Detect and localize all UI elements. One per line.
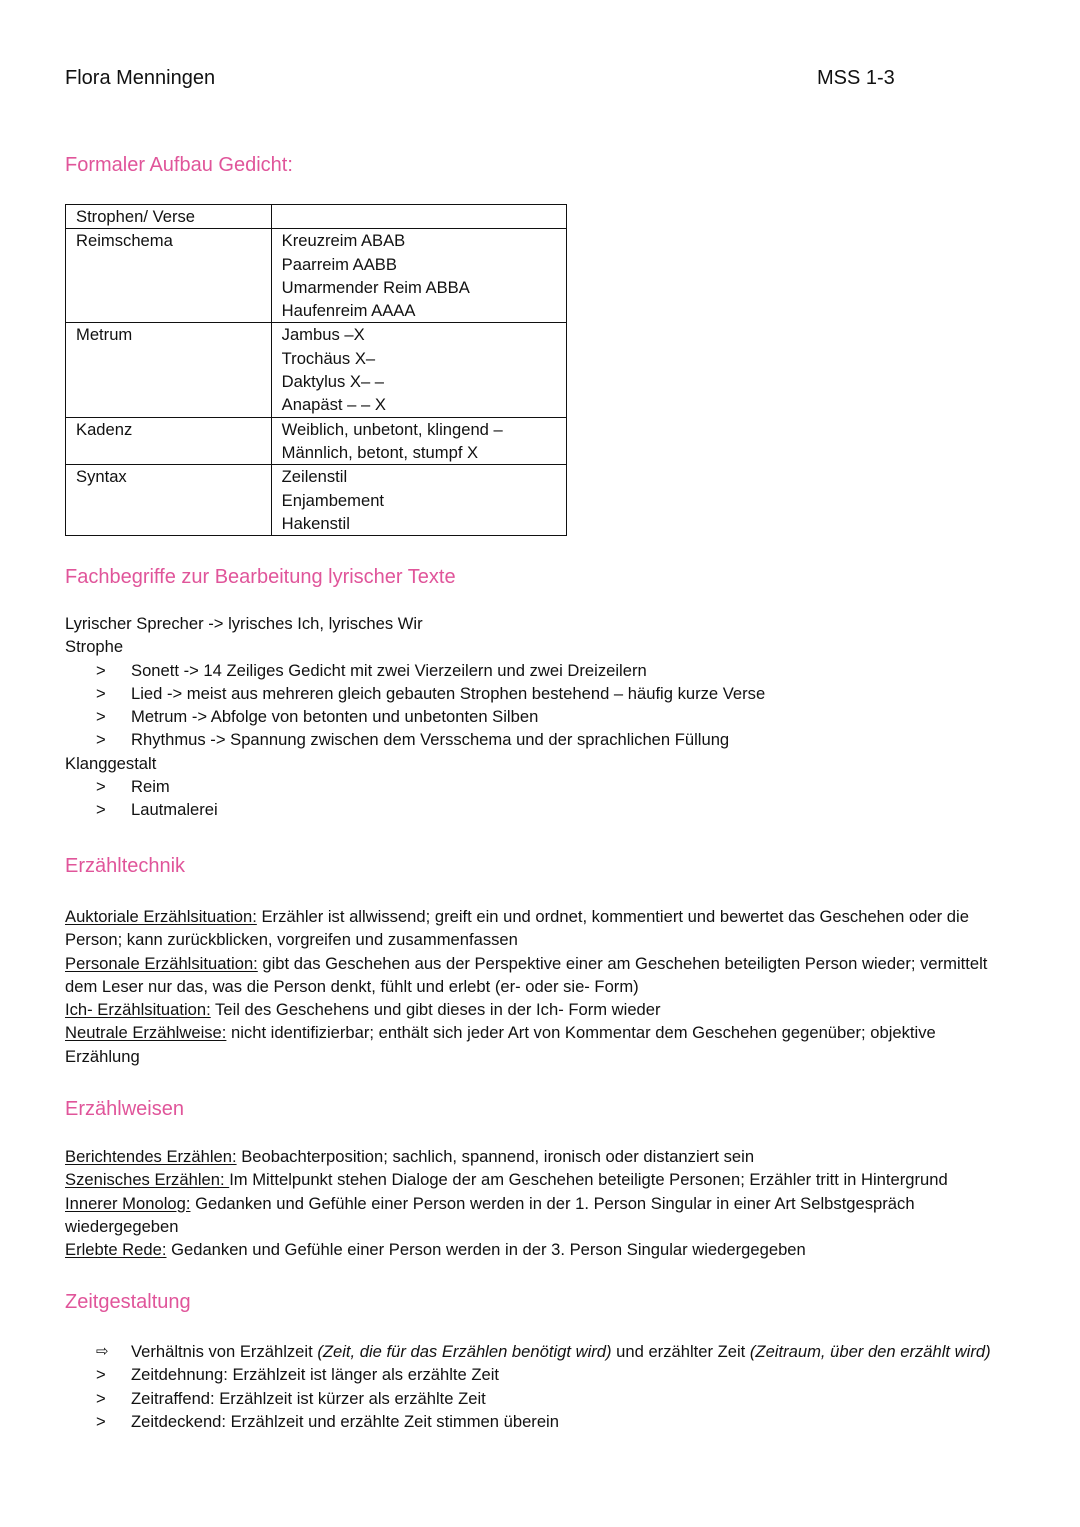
table-term: Reimschema: [66, 229, 272, 323]
time-list: [65, 1340, 1005, 1433]
definition-term: Erlebte Rede:: [65, 1240, 167, 1260]
table-row: [66, 229, 567, 323]
table-row: [66, 465, 567, 536]
chevron-bullet-icon: >: [96, 800, 106, 820]
section-title-form: Formaler Aufbau Gedicht:: [65, 154, 293, 176]
table-term: Kadenz: [66, 417, 272, 465]
list-item: > Zeitdeckend: Erzählzeit und erzählte Zeit stimmen überein: [65, 1410, 1005, 1433]
definition-term: Innerer Monolog:: [65, 1193, 191, 1213]
table-term: Strophen/ Verse: [66, 205, 272, 229]
table-row: [66, 323, 567, 417]
group-label-strophe: Strophe: [65, 637, 124, 657]
table-term: Syntax: [66, 465, 272, 536]
author-name: Flora Menningen: [65, 67, 216, 89]
chevron-bullet-icon: >: [96, 730, 106, 750]
table-row: [66, 417, 567, 465]
list-item: > Zeitdehnung: Erzählzeit ist länger als erzählte Zeit: [65, 1363, 1005, 1386]
course-label: MSS 1-3: [817, 67, 895, 89]
section-title-modes: Erzählweisen: [65, 1098, 184, 1120]
list-item: > Lautmalerei: [65, 798, 765, 821]
section-title-time: Zeitgestaltung: [65, 1291, 191, 1313]
definition-entry: Berichtendes Erzählen: Beobachterposition; sachlich, spannend, ironisch oder distanziert sein: [65, 1147, 755, 1166]
list-item: > Metrum -> Abfolge von betonten und unbetonten Silben: [65, 705, 765, 728]
definition-term: Szenisches Erzählen:: [65, 1170, 230, 1190]
definition-term: Berichtendes Erzählen:: [65, 1147, 237, 1166]
form-structure-table: [65, 204, 567, 536]
arrow-right-icon: ⇨: [96, 1343, 109, 1360]
definition-term: Ich- Erzählsituation:: [65, 1000, 211, 1020]
definition-entry: Personale Erzählsituation: gibt das Geschehen aus der Perspektive einer am Geschehen beteiligten Person wieder; vermittelt dem Leser nur das, was die Person denkt, fühlt und erlebt (er- oder sie- Form): [65, 953, 988, 996]
list-item: > Rhythmus -> Spannung zwischen dem Versschema und der sprachlichen Füllung: [65, 728, 765, 751]
definition-entry: Auktoriale Erzählsituation: Erzähler ist allwissend; greift ein und ordnet, kommentiert und bewertet das Geschehen oder die Person; kann zurückblicken, vorgreifen und zusammenfassen: [65, 907, 969, 950]
table-values: Zeilenstil Enjambement Hakenstil: [271, 465, 566, 536]
technique-entries: [65, 905, 1005, 1068]
chevron-bullet-icon: >: [96, 707, 106, 727]
definition-entry: Innerer Monolog: Gedanken und Gefühle einer Person werden in der 1. Person Singular in einer Art Selbstgespräch wiedergegeben: [65, 1193, 915, 1236]
terms-list: [65, 612, 765, 822]
definition-entry: Ich- Erzählsituation: Teil des Geschehens und gibt dieses in der Ich- Form wieder: [65, 1000, 661, 1020]
table-values: [271, 205, 566, 229]
definition-term: Auktoriale Erzählsituation:: [65, 907, 257, 926]
table-values: Kreuzreim ABAB Paarreim AABB Umarmender Reim ABBA Haufenreim AAAA: [271, 229, 566, 323]
table-term: Metrum: [66, 323, 272, 417]
table-row: [66, 205, 567, 229]
list-item: > Lied -> meist aus mehreren gleich gebauten Strophen bestehend – häufig kurze Verse: [65, 682, 765, 705]
list-item: > Zeitraffend: Erzählzeit ist kürzer als erzählte Zeit: [65, 1387, 1005, 1410]
list-item: > Reim: [65, 775, 765, 798]
chevron-bullet-icon: >: [96, 660, 106, 680]
lyric-speaker-line: Lyrischer Sprecher -> lyrisches Ich, lyrisches Wir: [65, 614, 423, 633]
group-label-klanggestalt: Klanggestalt: [65, 753, 157, 773]
definition-term: Neutrale Erzählweise:: [65, 1023, 227, 1043]
modes-entries: [65, 1145, 1005, 1261]
list-item: > Sonett -> 14 Zeiliges Gedicht mit zwei Vierzeilern und zwei Dreizeilern: [65, 659, 765, 682]
chevron-bullet-icon: >: [96, 1411, 106, 1431]
definition-entry: Erlebte Rede: Gedanken und Gefühle einer Person werden in der 3. Person Singular wiedergegeben: [65, 1240, 806, 1260]
section-title-technique: Erzähltechnik: [65, 855, 186, 877]
section-title-terms: Fachbegriffe zur Bearbeitung lyrischer Texte: [65, 566, 456, 588]
chevron-bullet-icon: >: [96, 1365, 106, 1385]
definition-term: Personale Erzählsituation:: [65, 953, 258, 973]
table-values: Jambus –X Trochäus X– Daktylus X– – Anapäst – – X: [271, 323, 566, 417]
definition-entry: Neutrale Erzählweise: nicht identifizierbar; enthält sich jeder Art von Kommentar dem Geschehen gegenüber; objektive Erzählung: [65, 1023, 936, 1066]
chevron-bullet-icon: >: [96, 777, 106, 797]
chevron-bullet-icon: >: [96, 683, 106, 703]
list-item: ⇨ Verhältnis von Erzählzeit (Zeit, die für das Erzählen benötigt wird) und erzählter Zeit (Zeitraum, über den erzählt wird): [65, 1340, 1005, 1363]
table-values: Weiblich, unbetont, klingend – Männlich, betont, stumpf X: [271, 417, 566, 465]
chevron-bullet-icon: >: [96, 1388, 106, 1408]
definition-entry: Szenisches Erzählen: Im Mittelpunkt stehen Dialoge der am Geschehen beteiligte Personen; Erzähler tritt in Hintergrund: [65, 1170, 948, 1190]
